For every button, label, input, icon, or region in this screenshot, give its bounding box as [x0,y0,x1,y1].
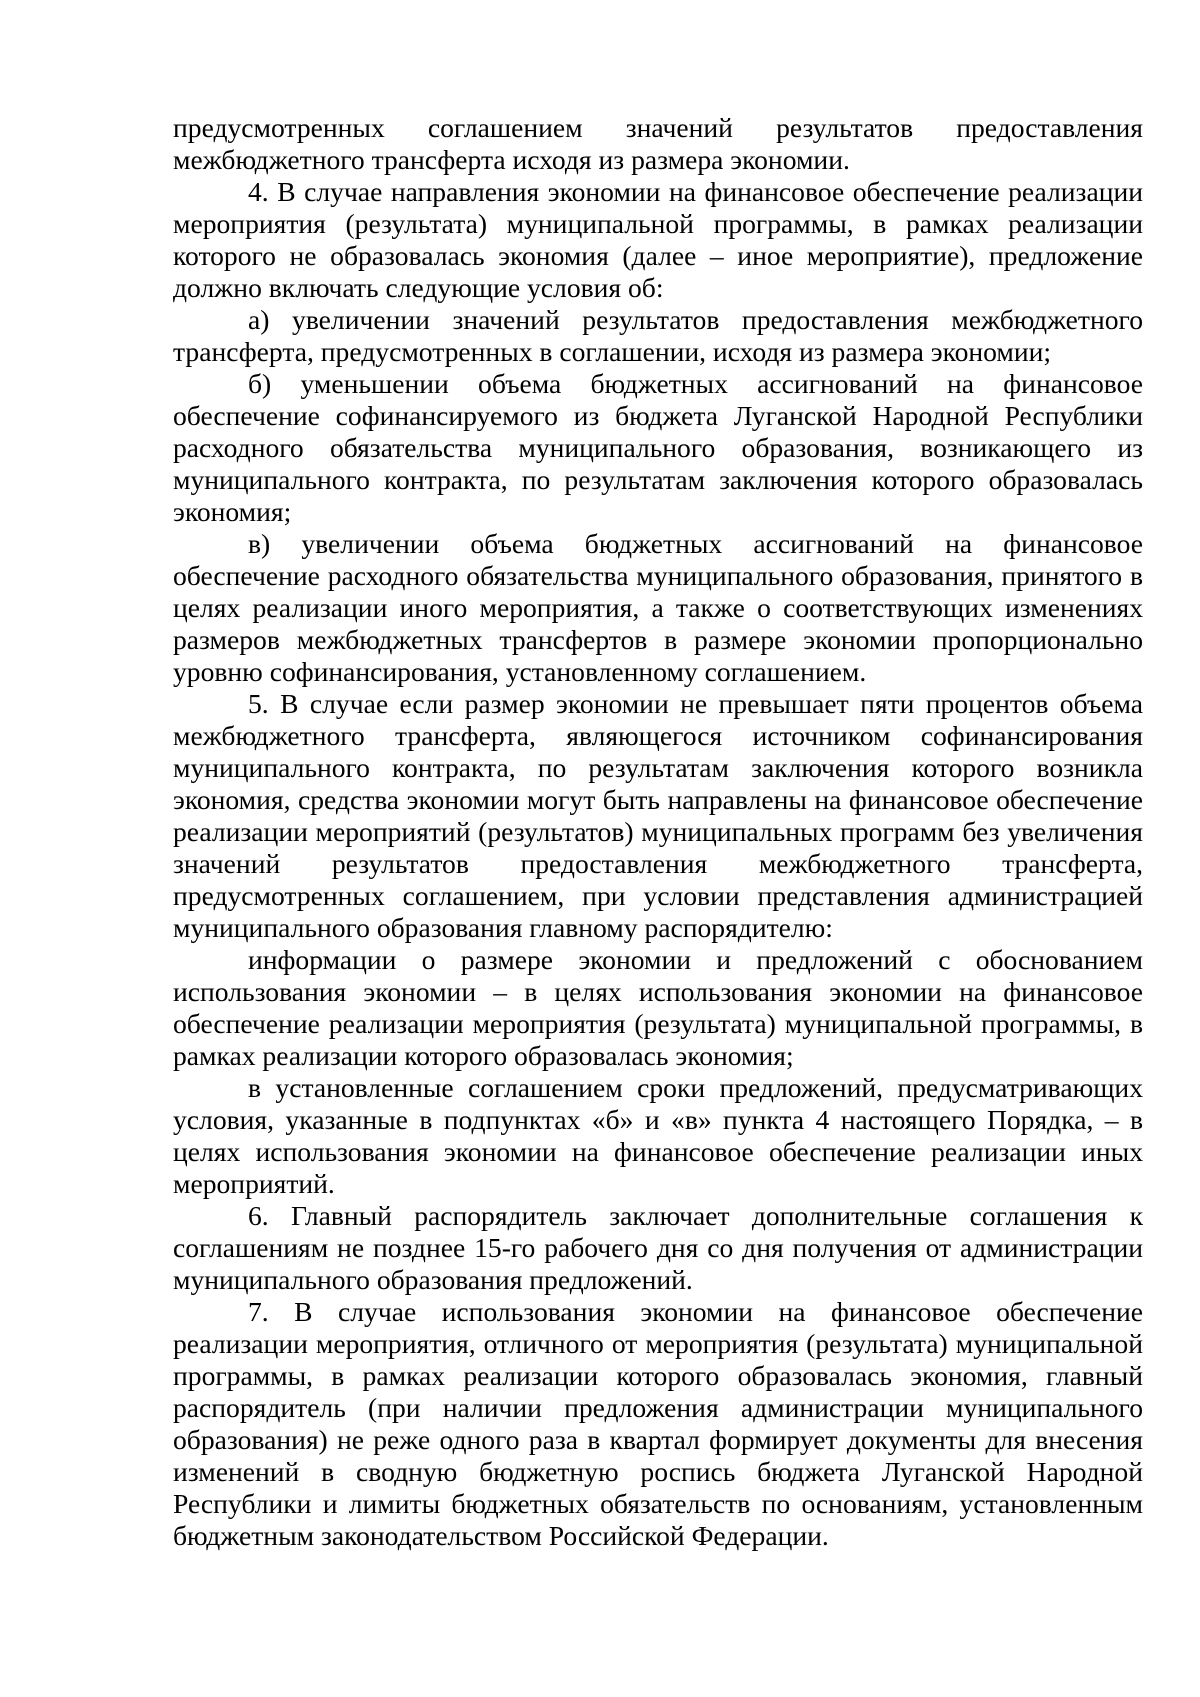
paragraph-item-4: 4. В случае направления экономии на финансовое обеспечение реализации мероприятия (результата) муниципальной программы, в рамках реализации которого не образовалась экономия (далее – иное мероприятие), предложение должно включать следующие условия об: [173,176,1143,303]
paragraph-subitem-b: б) уменьшении объема бюджетных ассигнований на финансовое обеспечение софинансируемого из бюджета Луганской Народной Республики расходного обязательства муниципального образования, возникающего из муниципального контракта, по результатам заключения которого образовалась экономия; [173,368,1143,527]
paragraph-continuation: предусмотренных соглашением значений результатов предоставления межбюджетного трансферта исходя из размера экономии. [173,112,1143,175]
document-body [173,112,1143,1552]
paragraph-item-5-proposals: в установленные соглашением сроки предложений, предусматривающих условия, указанные в подпунктах «б» и «в» пункта 4 настоящего Порядка, – в целях использования экономии на финансовое обеспечение реализации иных мероприятий. [173,1072,1143,1199]
paragraph-item-6: 6. Главный распорядитель заключает дополнительные соглашения к соглашениям не позднее 15-го рабочего дня со дня получения от администрации муниципального образования предложений. [173,1200,1143,1295]
paragraph-item-5-info: информации о размере экономии и предложений с обоснованием использования экономии – в целях использования экономии на финансовое обеспечение реализации мероприятия (результата) муниципальной программы, в рамках реализации которого образовалась экономия; [173,944,1143,1071]
paragraph-subitem-a: а) увеличении значений результатов предоставления межбюджетного трансферта, предусмотренных в соглашении, исходя из размера экономии; [173,304,1143,367]
paragraph-item-5: 5. В случае если размер экономии не превышает пяти процентов объема межбюджетного трансферта, являющегося источником софинансирования муниципального контракта, по результатам заключения которого возникла экономия, средства экономии могут быть направлены на финансовое обеспечение реализации мероприятий (результатов) муниципальных программ без увеличения значений результатов предоставления межбюджетного трансферта, предусмотренных соглашением, при условии представления администрацией муниципального образования главному распорядителю: [173,688,1143,943]
paragraph-subitem-v: в) увеличении объема бюджетных ассигнований на финансовое обеспечение расходного обязательства муниципального образования, принятого в целях реализации иного мероприятия, а также о соответствующих изменениях размеров межбюджетных трансфертов в размере экономии пропорционально уровню софинансирования, установленному соглашением. [173,528,1143,687]
paragraph-item-7: 7. В случае использования экономии на финансовое обеспечение реализации мероприятия, отличного от мероприятия (результата) муниципальной программы, в рамках реализации которого образовалась экономия, главный распорядитель (при наличии предложения администрации муниципального образования) не реже одного раза в квартал формирует документы для внесения изменений в сводную бюджетную роспись бюджета Луганской Народной Республики и лимиты бюджетных обязательств по основаниям, установленным бюджетным законодательством Российской Федерации. [173,1296,1143,1551]
